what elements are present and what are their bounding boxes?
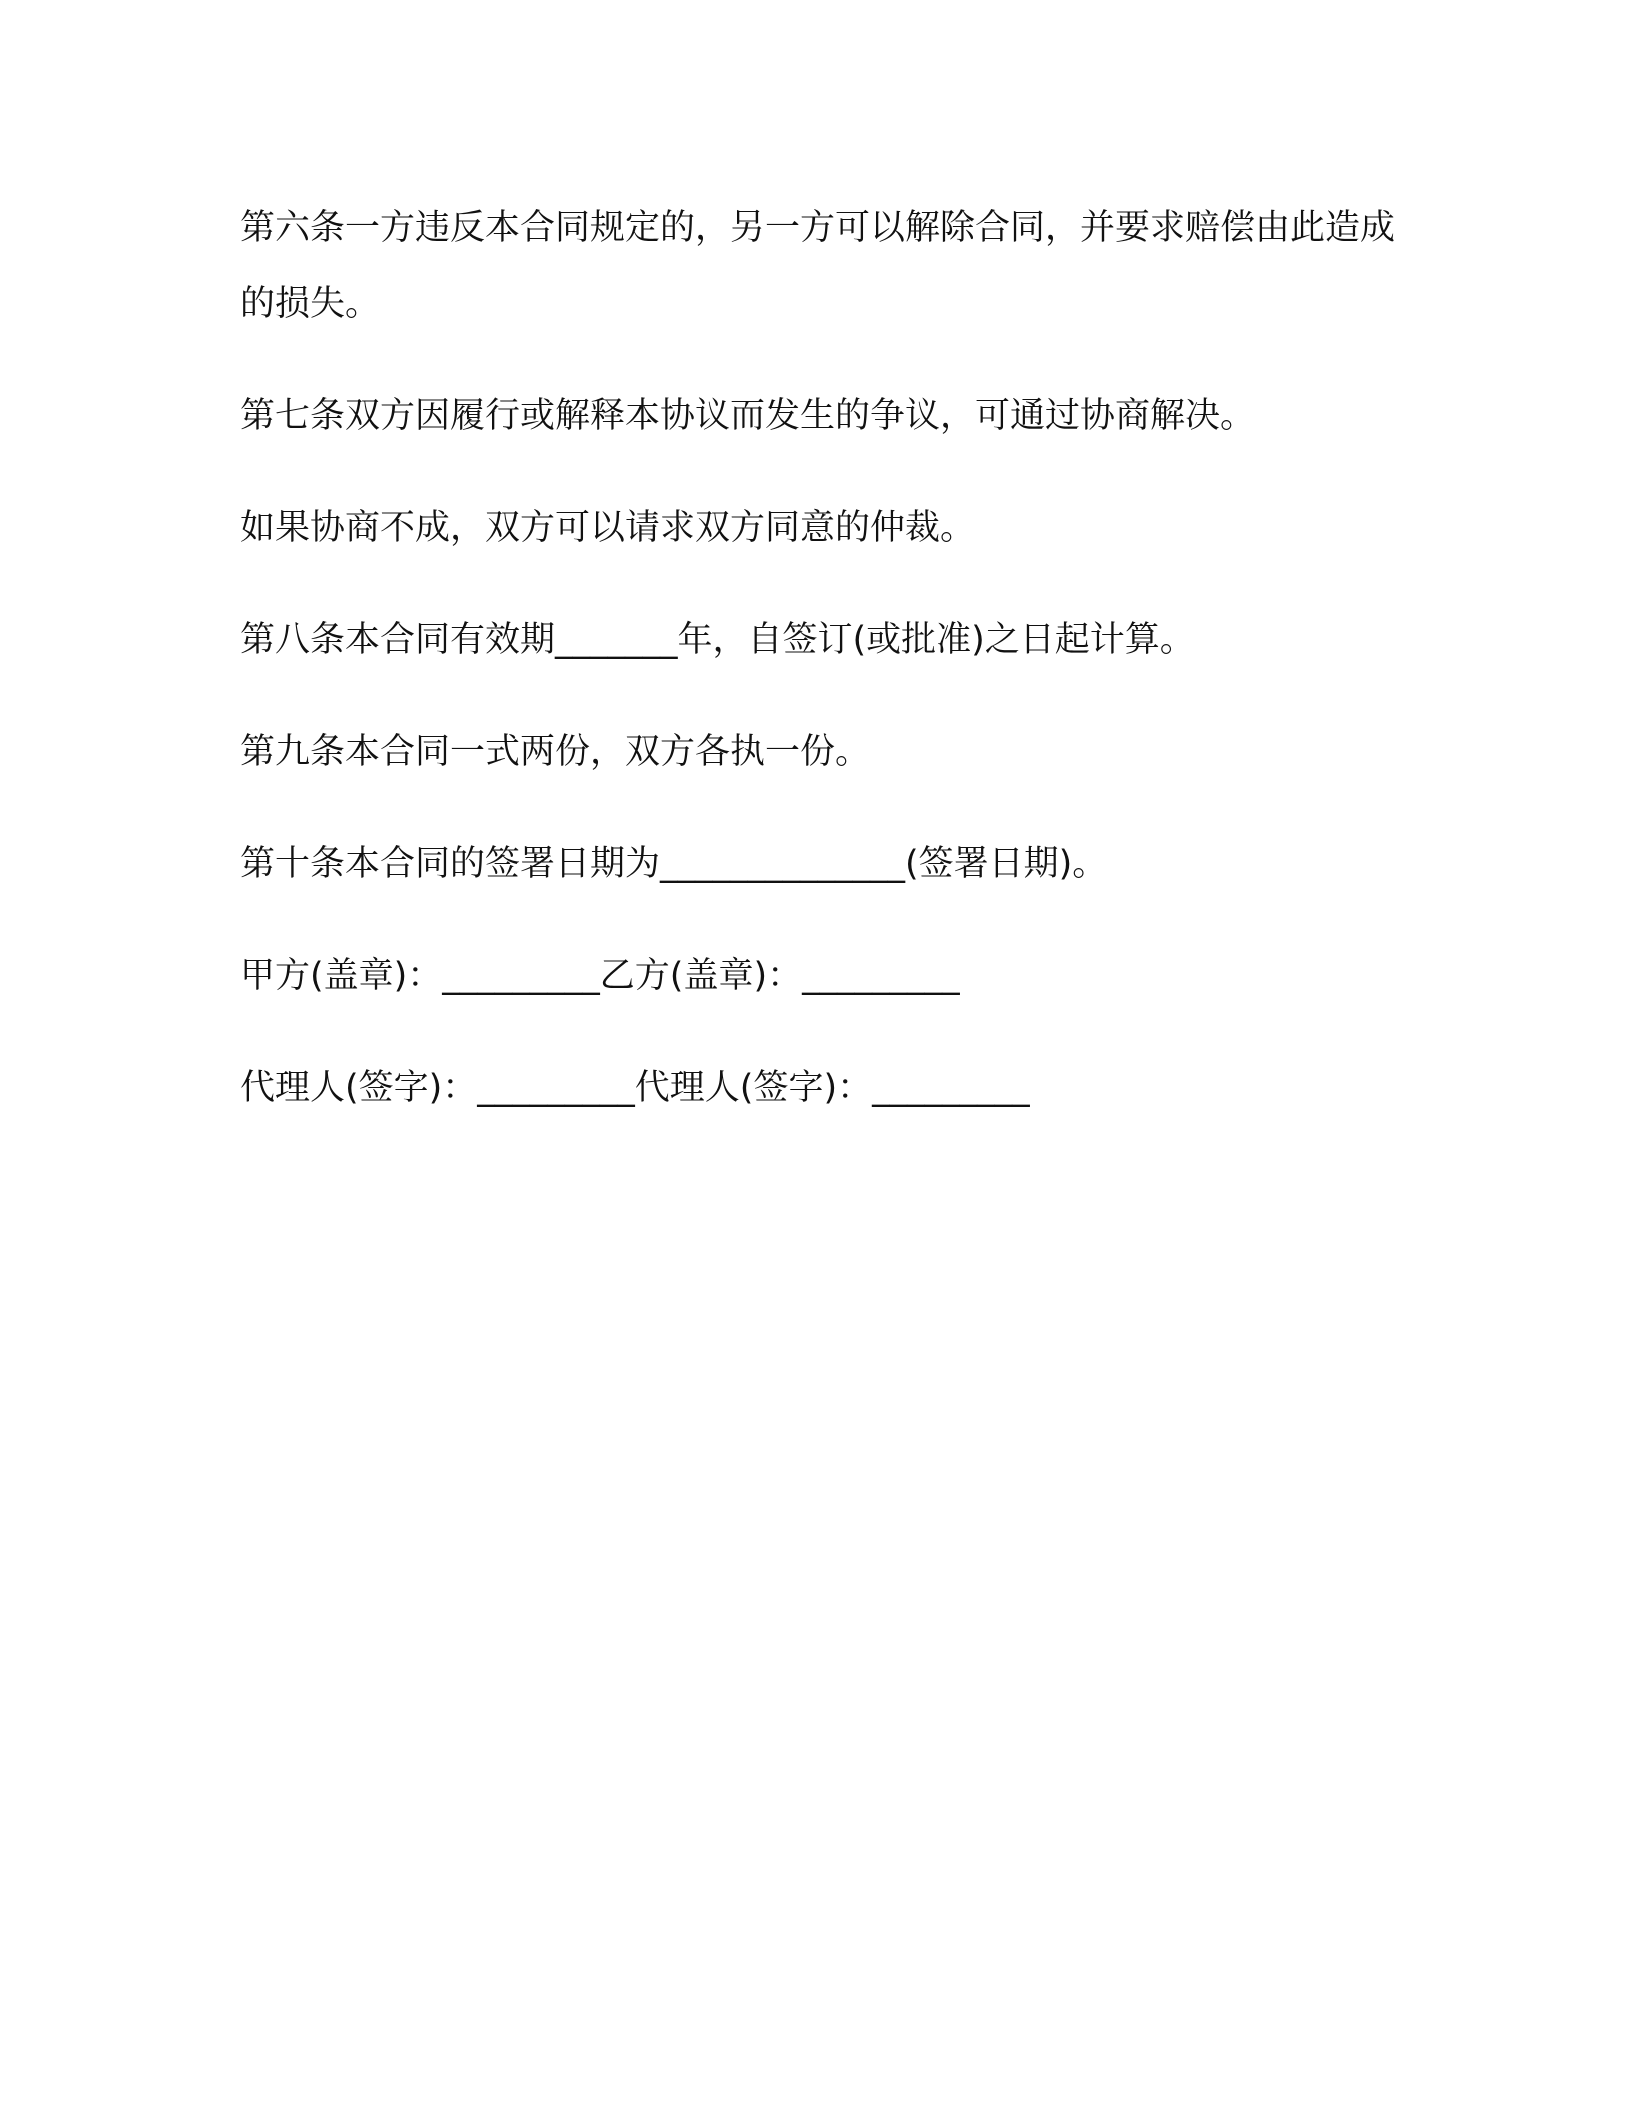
- clause-7: 第七条双方因履行或解释本协议而发生的争议，可通过协商解决。: [240, 396, 1256, 436]
- clause-9: 第九条本合同一式两份，双方各执一份。: [240, 732, 871, 772]
- clause-8: 第八条本合同有效期_______年，自签订(或批准)之日起计算。: [240, 620, 1195, 660]
- clause-10: 第十条本合同的签署日期为______________(签署日期)。: [240, 844, 1108, 884]
- party-seal-line: 甲方(盖章)：_________乙方(盖章)：_________: [240, 956, 960, 996]
- agent-signature-line: 代理人(签字)：_________代理人(签字)：_________: [240, 1068, 1030, 1108]
- clause-7-arbitration: 如果协商不成，双方可以请求双方同意的仲裁。: [240, 508, 976, 548]
- document-body: [240, 190, 1400, 1162]
- clause-6: 第六条一方违反本合同规定的，另一方可以解除合同，并要求赔偿由此造成的损失。: [240, 208, 1396, 324]
